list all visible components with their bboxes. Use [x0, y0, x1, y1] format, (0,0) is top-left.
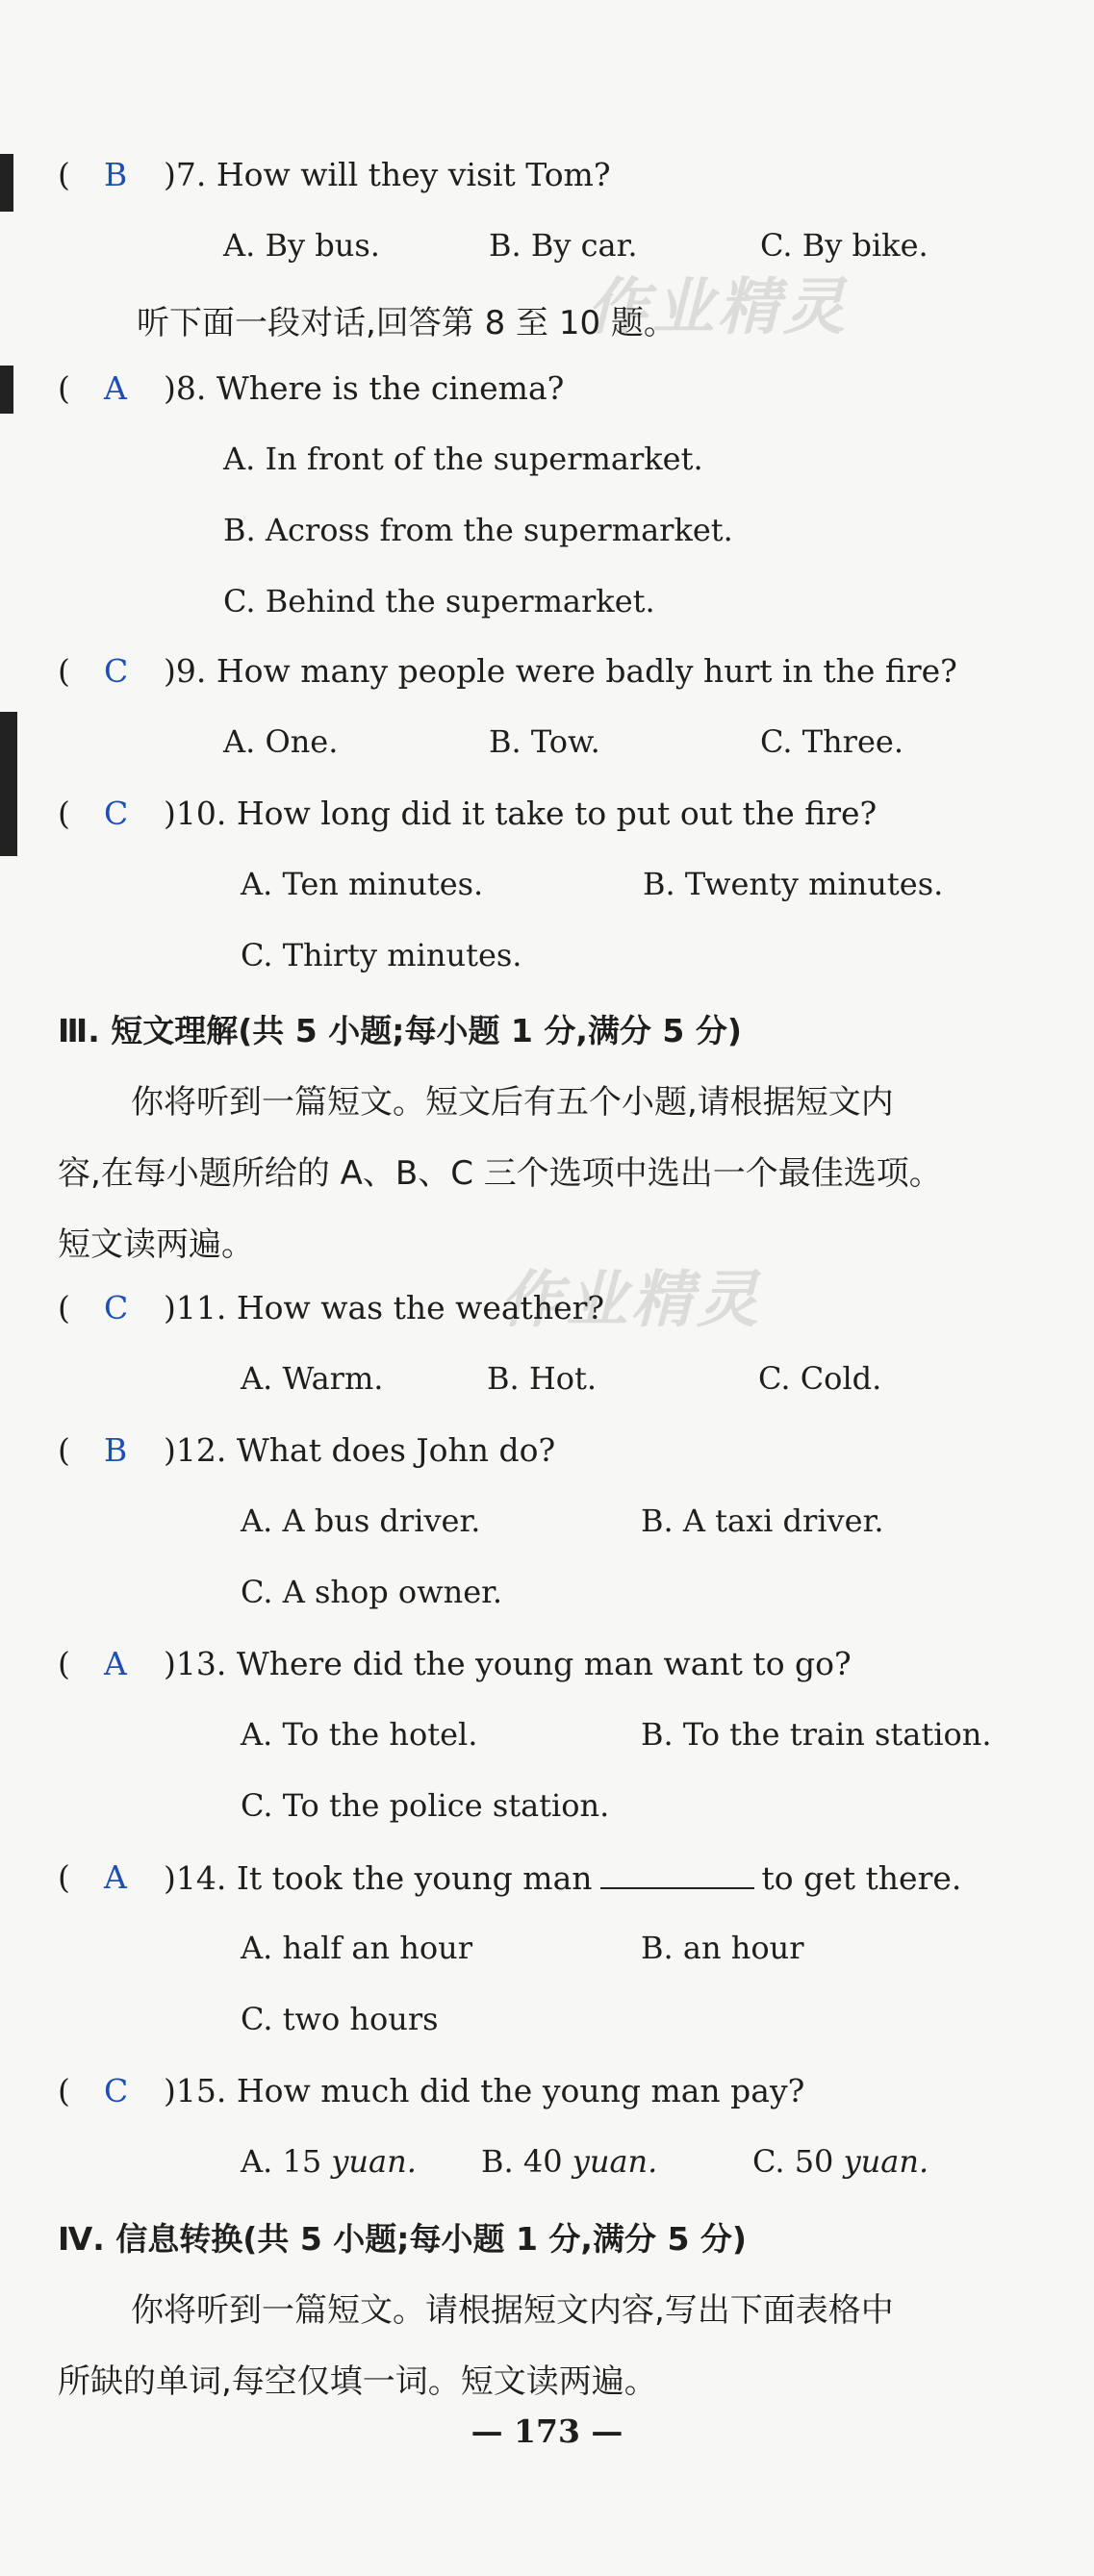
q15-option-b-value: B. 40	[481, 2143, 563, 2180]
scan-edge-mark	[0, 154, 13, 212]
q10-option-b: B. Twenty minutes.	[643, 866, 944, 902]
answer-q11: C	[104, 1289, 129, 1326]
q15-option-c	[752, 2143, 929, 2180]
instruction-8-10: 听下面一段对话,回答第 8 至 10 题。	[137, 304, 676, 342]
answer-q12: B	[104, 1431, 128, 1469]
q8-option-a: A. In front of the supermarket.	[223, 441, 703, 477]
section-3-desc-line3: 短文读两遍。	[58, 1225, 254, 1264]
page-number: — 173 —	[471, 2412, 623, 2450]
question-14-text-after: to get there.	[761, 1859, 962, 1897]
q14-option-a: A. half an hour	[241, 1930, 473, 1966]
question-10: )10. How long did it take to put out the fire?	[164, 795, 878, 832]
q15-option-a-value: A. 15	[241, 2143, 322, 2180]
question-9: )9. How many people were badly hurt in the fire?	[164, 652, 957, 690]
q7-option-a: A. By bus.	[223, 227, 380, 264]
answer-q13: A	[104, 1645, 127, 1682]
q7-option-c: C. By bike.	[760, 227, 929, 264]
q8-option-b: B. Across from the supermarket.	[223, 512, 733, 548]
question-14	[164, 1858, 961, 1897]
question-14-text-before: )14. It took the young man	[164, 1859, 593, 1897]
q15-option-c-value: C. 50	[752, 2143, 834, 2180]
answer-q7: B	[104, 156, 128, 193]
answer-paren-open: (	[58, 1645, 70, 1682]
question-15: )15. How much did the young man pay?	[164, 2072, 805, 2109]
answer-q8: A	[104, 369, 127, 407]
section-3-desc-line1: 你将听到一篇短文。短文后有五个小题,请根据短文内	[131, 1083, 894, 1122]
question-12: )12. What does John do?	[164, 1431, 556, 1469]
watermark: 作业精灵	[587, 272, 849, 343]
q14-option-c: C. two hours	[241, 2001, 439, 2037]
q11-option-a: A. Warm.	[241, 1360, 384, 1397]
currency-unit: yuan.	[331, 2143, 417, 2180]
q8-option-c: C. Behind the supermarket.	[223, 583, 655, 619]
scan-edge-mark	[0, 366, 13, 414]
section-4-desc-line2: 所缺的单词,每空仅填一词。短文读两遍。	[58, 2362, 657, 2401]
answer-paren-open: (	[58, 156, 70, 193]
q10-option-a: A. Ten minutes.	[241, 866, 484, 902]
answer-paren-open: (	[58, 1289, 70, 1326]
answer-paren-open: (	[58, 652, 70, 690]
answer-paren-open: (	[58, 1858, 70, 1896]
answer-q14: A	[104, 1858, 127, 1896]
q12-option-a: A. A bus driver.	[241, 1503, 481, 1539]
answer-paren-open: (	[58, 2072, 70, 2109]
q15-option-b	[481, 2143, 657, 2180]
q10-option-c: C. Thirty minutes.	[241, 937, 522, 973]
q9-option-c: C. Three.	[760, 723, 903, 760]
watermark: 作业精灵	[500, 1265, 762, 1336]
q13-option-c: C. To the police station.	[241, 1787, 610, 1824]
answer-q10: C	[104, 795, 129, 832]
question-11: )11. How was the weather?	[164, 1289, 605, 1326]
answer-q15: C	[104, 2072, 129, 2109]
q15-option-a	[241, 2143, 417, 2180]
question-8: )8. Where is the cinema?	[164, 369, 565, 407]
q9-option-a: A. One.	[223, 723, 339, 760]
q12-option-b: B. A taxi driver.	[641, 1503, 884, 1539]
q14-option-b: B. an hour	[641, 1930, 804, 1966]
q13-option-a: A. To the hotel.	[241, 1716, 478, 1753]
answer-paren-open: (	[58, 369, 70, 407]
q12-option-c: C. A shop owner.	[241, 1574, 503, 1610]
currency-unit: yuan.	[843, 2143, 929, 2180]
q9-option-b: B. Tow.	[489, 723, 600, 760]
answer-blank	[600, 1858, 754, 1889]
answer-paren-open: (	[58, 795, 70, 832]
q7-option-b: B. By car.	[489, 227, 638, 264]
q13-option-b: B. To the train station.	[641, 1716, 992, 1753]
q11-option-b: B. Hot.	[487, 1360, 598, 1397]
scan-edge-mark	[0, 712, 17, 856]
section-3-title: Ⅲ. 短文理解(共 5 小题;每小题 1 分,满分 5 分)	[58, 1012, 742, 1049]
q11-option-c: C. Cold.	[758, 1360, 882, 1397]
currency-unit: yuan.	[572, 2143, 658, 2180]
section-4-desc-line1: 你将听到一篇短文。请根据短文内容,写出下面表格中	[131, 2291, 894, 2330]
question-7: )7. How will they visit Tom?	[164, 156, 611, 193]
question-13: )13. Where did the young man want to go?	[164, 1645, 852, 1682]
section-4-title: Ⅳ. 信息转换(共 5 小题;每小题 1 分,满分 5 分)	[58, 2220, 747, 2258]
answer-q9: C	[104, 652, 129, 690]
section-3-desc-line2: 容,在每小题所给的 A、B、C 三个选项中选出一个最佳选项。	[58, 1154, 942, 1193]
answer-paren-open: (	[58, 1431, 70, 1469]
